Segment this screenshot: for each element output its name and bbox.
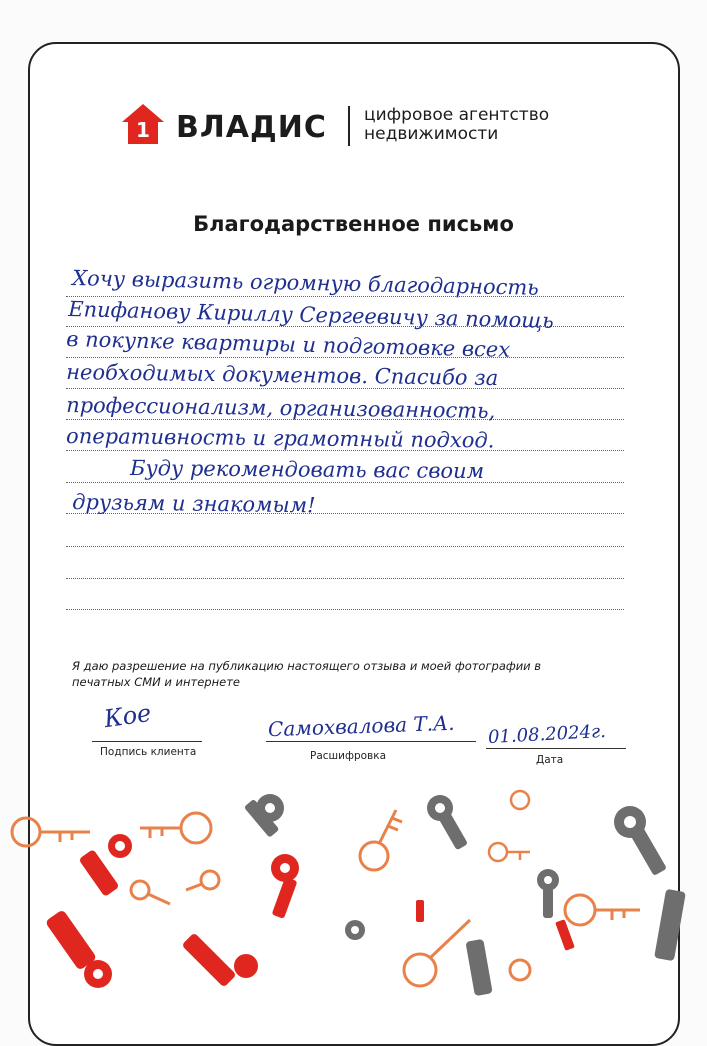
letter-line: оперативность и грамотный подход. [66, 424, 495, 453]
decoding-signature: Самохвалова Т.А. [267, 710, 455, 742]
date-label: Дата [536, 754, 564, 766]
key-icon [465, 889, 685, 996]
key-icon [140, 813, 211, 843]
key-icon [565, 895, 640, 925]
letter-line: в покупке квартиры и подготовке всех [66, 327, 511, 362]
key-icon [244, 794, 284, 838]
key-icon [131, 871, 219, 904]
brand-name: ВЛАДИС [176, 110, 327, 145]
key-icon [271, 854, 299, 919]
key-icon [360, 810, 402, 870]
letter-line: Хочу выразить огромную благодарность [72, 266, 539, 300]
letter-line: профессионализм, организованность, [66, 393, 496, 423]
key-icon [537, 869, 559, 918]
signature-line [486, 748, 626, 749]
key-icon [614, 806, 667, 876]
signature-line [92, 741, 202, 742]
signature-date: 01.08.2024г. [487, 720, 607, 749]
house-logo-digit: 1 [136, 118, 150, 142]
letter-line: Буду рекомендовать вас своим [130, 456, 485, 484]
publication-consent: Я даю разрешение на публикацию настоящего отзыва и моей фотографии в печатных СМИ и интернете [72, 659, 542, 689]
ruled-line [66, 482, 624, 483]
letter-line: Епифанову Кириллу Сергеевичу за помощь [68, 297, 555, 333]
client-signature-label: Подпись клиента [100, 746, 197, 758]
ruled-line [66, 578, 624, 579]
ruled-line [66, 296, 624, 297]
logo-separator [348, 106, 350, 146]
key-icon [404, 920, 530, 986]
letter-line: необходимых документов. Спасибо за [66, 360, 499, 391]
key-icon [345, 920, 365, 940]
ruled-line [66, 546, 624, 547]
keys-pattern [0, 770, 707, 1000]
page-title: Благодарственное письмо [193, 212, 514, 236]
ruled-line [66, 609, 624, 610]
key-icon [78, 834, 132, 897]
decoding-label: Расшифровка [310, 750, 387, 762]
key-icon [427, 795, 468, 850]
letter-line: друзьям и знакомым! [72, 490, 316, 518]
key-icon [45, 909, 112, 988]
key-icon [489, 791, 530, 861]
signature-line [266, 741, 476, 742]
key-icon [181, 932, 258, 987]
client-signature: Кое [102, 698, 153, 734]
brand-subtitle: цифровое агентство недвижимости [364, 105, 550, 144]
ruled-line [66, 388, 624, 389]
key-icon [12, 818, 90, 846]
house-logo-icon [120, 102, 166, 146]
